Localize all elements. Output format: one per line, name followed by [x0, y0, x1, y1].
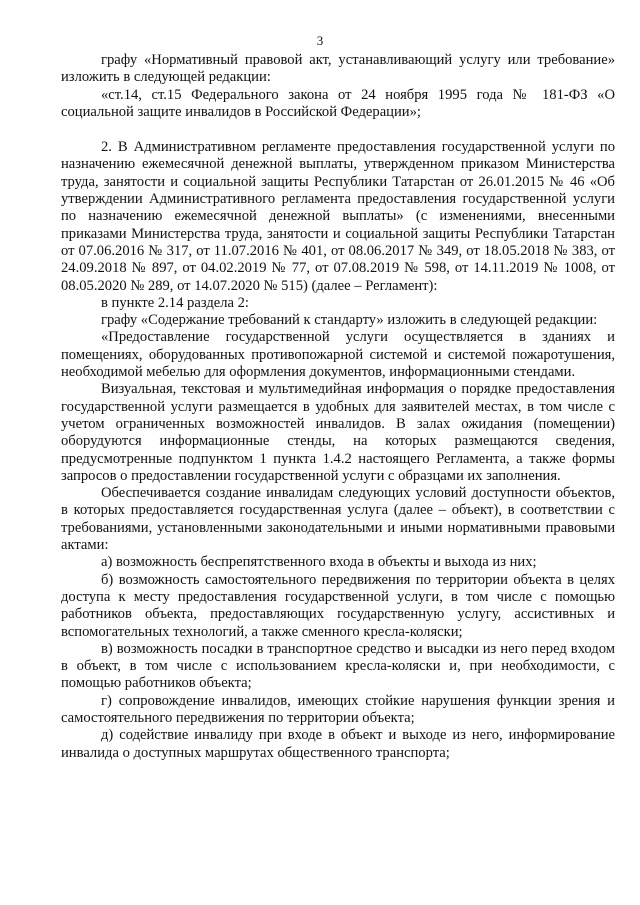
paragraph-4: в пункте 2.14 раздела 2: — [101, 294, 249, 311]
paragraph-8: Обеспечивается создание инвалидам следующих условий доступности объектов, в которых предоставляется государственная услуга (далее – объект), в соответствии с требованиями, установленными законодательными и иными нормативными правовыми актами: — [61, 485, 615, 554]
paragraph-1: графу «Нормативный правовой акт, устанавливающий услугу или требование» изложить в следующей редакции: — [61, 52, 615, 86]
document-body — [61, 52, 615, 762]
list-item-d: д) содействие инвалиду при входе в объект и выходе из него, информирование инвалида о доступных маршрутах общественного транспорта; — [61, 727, 615, 761]
list-item-b: б) возможность самостоятельного передвижения по территории объекта в целях доступа к месту предоставления государственной услуги, в том числе с помощью работников объекта, предоставляющих государственную услугу, ассистивных и вспомогательных технологий, а также сменного кресла-коляски; — [61, 571, 615, 640]
list-item-g: г) сопровождение инвалидов, имеющих стойкие нарушения функции зрения и самостоятельного передвижения по территории объекта; — [61, 692, 615, 726]
page-number: 3 — [316, 33, 324, 48]
paragraph-2: «ст.14, ст.15 Федерального закона от 24 ноября 1995 года № 181-ФЗ «О социальной защите инвалидов в Российской Федерации»; — [61, 86, 615, 120]
list-item-v: в) возможность посадки в транспортное средство и высадки из него перед входом в объект, в том числе с использованием кресла-коляски и, при необходимости, с помощью работников объекта; — [61, 640, 615, 692]
list-item-a: а) возможность беспрепятственного входа в объекты и выхода из них; — [101, 554, 537, 571]
paragraph-5: графу «Содержание требований к стандарту» изложить в следующей редакции: — [101, 312, 598, 329]
paragraph-6: «Предоставление государственной услуги осуществляется в зданиях и помещениях, оборудованных противопожарной системой и системой пожаротушения, необходимой мебелью для оформления документов, информационными стендами. — [61, 329, 615, 381]
paragraph-gap — [61, 121, 615, 139]
paragraph-7: Визуальная, текстовая и мультимедийная информация о порядке предоставления государственной услуги размещается в удобных для заявителей местах, в том числе с учетом ограниченных возможностей инвалидов. В залах ожидания (помещении) оборудуются информационные стенды, на которых размещаются сведения, предусмотренные подпунктом 1 пункта 1.4.2 настоящего Регламента, а также формы запросов о предоставлении государственной услуги с образцами их заполнения. — [61, 381, 615, 484]
paragraph-3: 2. В Административном регламенте предоставления государственной услуги по назначению ежемесячной денежной выплаты, утвержденном приказом Министерства труда, занятости и социальной защиты Республики Татарстан от 26.01.2015 № 46 «Об утверждении Административного регламента предоставления государственной услуги по назначению ежемесячной денежной выплаты» (с изменениями, внесенными приказами Министерства труда, занятости и социальной защиты Республики Татарстан от 07.06.2016 № 317, от 11.07.2016 № 401, от 08.06.2017 № 349, от 18.05.2018 № 383, от 24.09.2018 № 897, от 04.02.2019 № 77, от 07.08.2019 № 598, от 14.11.2019 № 1008, от 08.05.2020 № 289, от 14.07.2020 № 515) (далее – Регламент): — [61, 139, 615, 294]
